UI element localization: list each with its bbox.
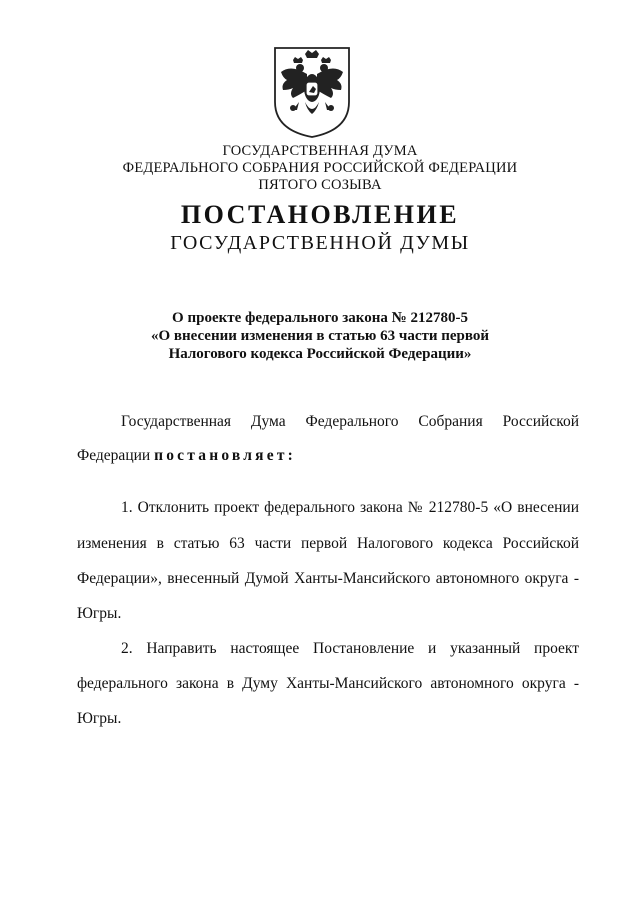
item-2-line: федерального закона в Думу Ханты-Мансийского автономного округа - — [77, 675, 579, 692]
header-issuer-line: ГОСУДАРСТВЕННАЯ ДУМА — [222, 143, 418, 159]
header-convocation-line: ПЯТОГО СОЗЫВА — [258, 177, 382, 193]
item-1-line: Югры. — [77, 605, 122, 622]
subject-line: Налогового кодекса Российской Федерации» — [168, 346, 472, 362]
item-1-line: 1. Отклонить проект федерального закона № 212780-5 «О внесении — [121, 499, 579, 516]
preamble-line — [77, 447, 579, 465]
coat-of-arms-icon — [271, 44, 353, 140]
item-1-line: Федерации», внесенный Думой Ханты-Мансийского автономного округа - — [77, 570, 579, 587]
document-issuer-title: ГОСУДАРСТВЕННОЙ ДУМЫ — [170, 232, 470, 254]
preamble-text: Федерации — [77, 447, 155, 464]
document-type-title: ПОСТАНОВЛЕНИЕ — [180, 200, 460, 229]
subject-line: О проекте федерального закона № 212780-5 — [172, 310, 468, 326]
header-assembly-line: ФЕДЕРАЛЬНОГО СОБРАНИЯ РОССИЙСКОЙ ФЕДЕРАЦИИ — [122, 160, 518, 176]
item-2-line: 2. Направить настоящее Постановление и указанный проект — [121, 640, 579, 657]
preamble-resolves: постановляет: — [154, 447, 296, 464]
item-2-line: Югры. — [77, 710, 122, 727]
preamble-line: Государственная Дума Федерального Собрания Российской — [121, 413, 579, 430]
item-1-line: изменения в статью 63 части первой Налогового кодекса Российской — [77, 535, 579, 552]
subject-line: «О внесении изменения в статью 63 части первой — [150, 328, 490, 344]
